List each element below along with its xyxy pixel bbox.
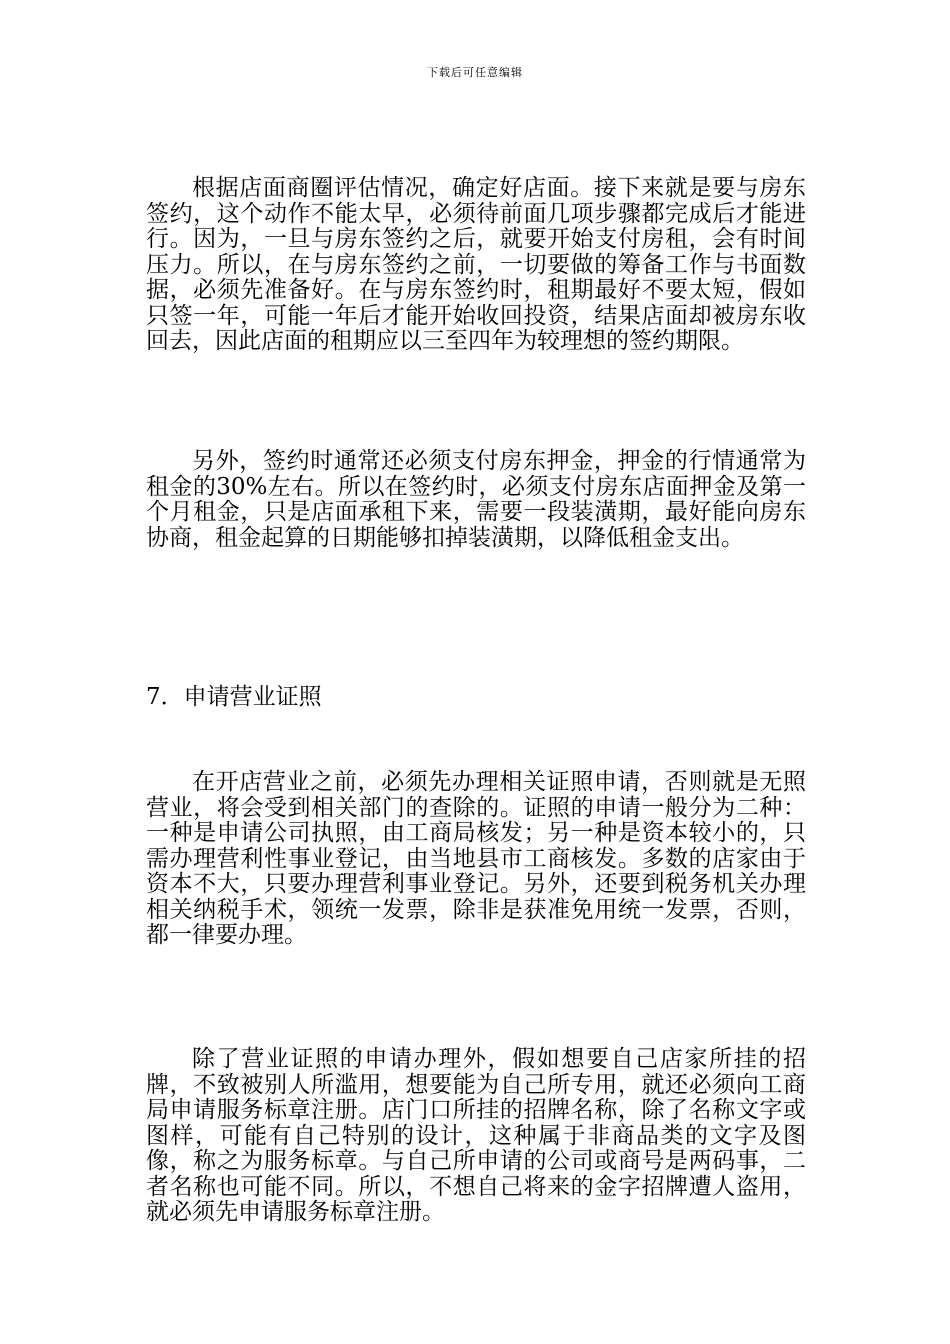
paragraph-lease-signing: 根据店面商圈评估情况，确定好店面。接下来就是要与房东签约，这个动作不能太早，必须待前面几项步骤都完成后才能进行。因为，一旦与房东签约之后，就要开始支付房租，会有时间压力。所以，在与房东签约之前，一切要做的筹备工作与书面数据，必须先准备好。在与房东签约时，租期最好不要太短，假如只签一年，可能一年后才能开始收回投资，结果店面却被房东收回去，因此店面的租期应以三至四年为较理想的签约期限。: [146, 175, 806, 354]
page-header: 下载后可任意编辑: [427, 66, 523, 79]
section-heading-business-license: 7．申请营业证照: [146, 684, 322, 710]
paragraph-service-mark: 除了营业证照的申请办理外，假如想要自己店家所挂的招牌，不致被别人所滥用，想要能为自己所专用，就还必须向工商局申请服务标章注册。店门口所挂的招牌名称，除了名称文字或图样，可能有自己特别的设计，这种属于非商品类的文字及图像，称之为服务标章。与自己所申请的公司或商号是两码事，二者名称也可能不同。所以，不想自己将来的金字招牌遭人盗用，就必须先申请服务标章注册。: [146, 1046, 806, 1225]
paragraph-deposit: 另外，签约时通常还必须支付房东押金，押金的行情通常为租金的30%左右。所以在签约时，必须支付房东店面押金及第一个月租金，只是店面承租下来，需要一段装潢期，最好能向房东协商，租金起算的日期能够扣掉装潢期，以降低租金支出。: [146, 448, 806, 551]
paragraph-license-application: 在开店营业之前，必须先办理相关证照申请，否则就是无照营业，将会受到相关部门的查除的。证照的申请一般分为二种：一种是申请公司执照，由工商局核发；另一种是资本较小的，只需办理营利性事业登记，由当地县市工商核发。多数的店家由于资本不大，只要办理营利事业登记。另外，还要到税务机关办理相关纳税手术，领统一发票，除非是获准免用统一发票，否则，都一律要办理。: [146, 769, 806, 948]
